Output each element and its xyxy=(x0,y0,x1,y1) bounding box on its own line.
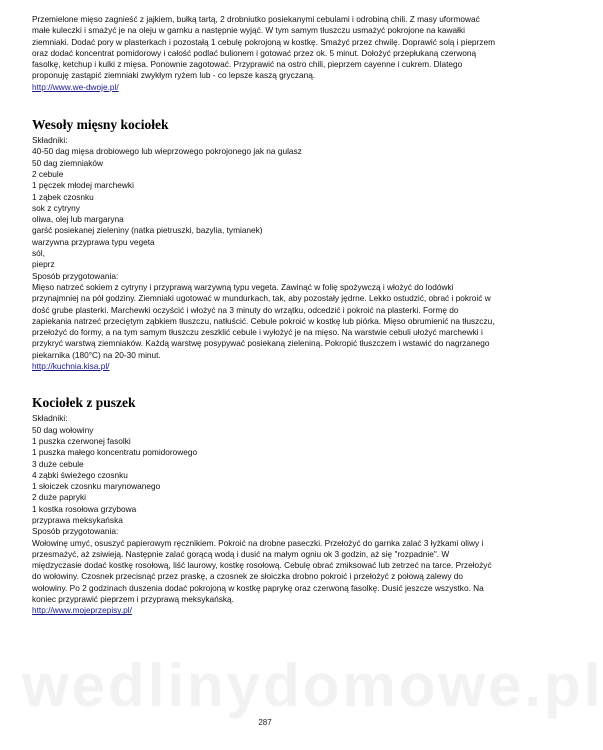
ingredient-item: przyprawa meksykańska xyxy=(32,514,123,525)
intro-source-link[interactable]: http://www.we-dwoje.pl/ xyxy=(32,81,119,92)
recipe1-steps: Mięso natrzeć sokiem z cytryny i przyprawą warzywną typu vegeta. Zawinąć w folię spożywczą i włożyć do lodówki przynajmniej na pół godziny. Ziemniaki ugotować w mundurkach, tak, aby pozostały jędrne. Lekko ostudzić, obrać i pokroić w dość grube plasterki. Marchewki oczyścić i włożyć na 3 minuty do wrzątku, odcedzić i pokroić na plasterki. Formę do zapiekania natrzeć przeciętym ząbkiem tłuszczu, natłuścić. Cebule pokroić w kostkę lub piórka. Mięso obrumienić na tłuszczu, przełożyć do formy, a na tym samym tłuszczu zeszklić cebule i wyłożyć je na mięso. Na warstwie cebuli ułożyć marchewki i przykryć warstwą ziemniaków. Każdą warstwę posypywać posiekaną zieleniną. Pokropić tłuszczem i wstawić do nagrzanego piekarnika (180°C) na 20-30 minut. xyxy=(32,281,495,360)
recipe2-ingredients-list xyxy=(32,425,500,527)
watermark-text: wedlinydomowe.pl xyxy=(22,652,603,719)
ingredient-item: 50 dag wołowiny xyxy=(32,424,94,435)
ingredient-item: 3 duże cebule xyxy=(32,458,84,469)
recipe1-steps-label: Sposób przygotowania: xyxy=(32,270,119,281)
recipe2-source-link[interactable]: http://www.mojeprzepisy.pl/ xyxy=(32,605,132,616)
recipe2-section xyxy=(32,413,500,616)
recipe2-ingredients-label: Składniki: xyxy=(32,413,68,424)
ingredient-item: sok z cytryny xyxy=(32,202,80,213)
page-number: 287 xyxy=(258,718,272,727)
ingredient-item: 1 kostka rosołowa grzybowa xyxy=(32,503,137,514)
recipe1-title: Wesoły mięsny kociołek xyxy=(32,117,169,133)
recipe1-section xyxy=(32,135,500,372)
ingredient-item: 1 pęczek młodej marchewki xyxy=(32,180,134,191)
ingredient-item: 1 ząbek czosnku xyxy=(32,191,94,202)
ingredient-item: 1 puszka małego koncentratu pomidorowego xyxy=(32,447,198,458)
recipe2-title: Kociołek z puszek xyxy=(32,395,136,411)
recipe2-steps: Wołowinę umyć, osuszyć papierowym ręcznikiem. Pokroić na drobne paseczki. Przełożyć do garnka zalać 3 łyżkami oliwy i przesmażyć, aż zsiwieją. Następnie zalać gorącą wodą i dusić na małym ogniu ok 3 godzin, aż się "rozpadnie". W międzyczasie dodać kostkę rosołową, liść laurowy, kostkę rosołową. Cebulę obrać zmiksować lub zetrzeć na tarce. Przełożyć do wołowiny. Czosnek przecisnąć przez praskę, a czosnek ze słoiczka drobno pokroić i przełożyć z połową zalewy do wołowiny. Po 2 godzinach duszenia dodać pokrojoną w kostkę paprykę oraz czerwoną fasolkę. Dusić jeszcze wszystko. Na koniec przyprawić pieprzem i przyprawą meksykańską. xyxy=(32,537,492,605)
ingredient-item: 40-50 dag mięsa drobiowego lub wieprzowego pokrojonego jak na gulasz xyxy=(32,146,302,157)
ingredient-item: warzywna przyprawa typu vegeta xyxy=(32,236,155,247)
ingredient-item: pieprz xyxy=(32,259,55,270)
recipe2-steps-label: Sposób przygotowania: xyxy=(32,526,119,537)
recipe1-ingredients-label: Składniki: xyxy=(32,135,68,146)
recipe1-ingredients-list xyxy=(32,146,500,270)
ingredient-item: oliwa, olej lub margaryna xyxy=(32,214,124,225)
ingredient-item: 1 puszka czerwonej fasolki xyxy=(32,435,131,446)
ingredient-item: 50 dag ziemniaków xyxy=(32,157,104,168)
ingredient-item: 2 cebule xyxy=(32,168,64,179)
recipe1-source-link[interactable]: http://kuchnia.kisa.pl/ xyxy=(32,361,110,372)
ingredient-item: 2 duże papryki xyxy=(32,492,86,503)
ingredient-item: 4 ząbki świeżego czosnku xyxy=(32,469,128,480)
intro-paragraph: Przemielone mięso zagnieść z jajkiem, bułką tartą, 2 drobniutko posiekanymi cebulami i odrobiną chili. Z masy uformować małe kuleczki i smażyć je na oleju w garnku a następnie wyjąć. W tym samym tłuszczu usmażyć pokrojone na kawałki ziemniaki. Dodać pory w plasterkach i pozostałą 1 cebulę pokrojoną w kostkę. Smażyć przez chwilę. Doprawić solą i pieprzem oraz dodać koncentrat pomidorowy i całość podlać bulionem i gotować przez ok. 5 minut. Dołożyć przepłukaną czerwoną fasolkę, ketchup i kulki z mięsa. Ponownie zagotować. Przyprawić na ostro chili, pieprzem cayenne i cukrem. Dlatego proponuję zastąpić ziemniaki zwykłym ryżem lub - co lepsze kaszą gryczaną. xyxy=(32,14,495,81)
ingredient-item: 1 słoiczek czosnku marynowanego xyxy=(32,481,161,492)
page-content xyxy=(32,14,500,617)
ingredient-item: garść posiekanej zieleniny (natka pietruszki, bazylia, tymianek) xyxy=(32,225,263,236)
intro-section xyxy=(32,14,500,93)
ingredient-item: sól, xyxy=(32,248,45,259)
